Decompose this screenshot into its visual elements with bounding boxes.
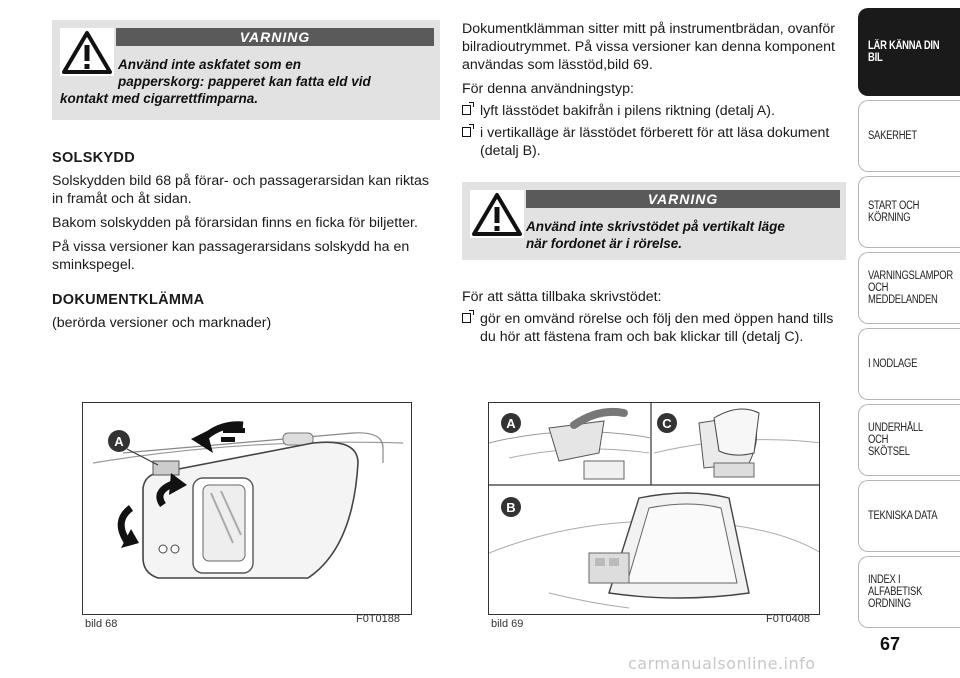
section-heading-solskydd: SOLSKYDD [52, 150, 135, 166]
tab-varningslampor[interactable]: VARNINGSLAMPOR OCH MEDDELANDEN [858, 252, 960, 324]
svg-text:C: C [662, 416, 672, 431]
section-heading-dokumentklamma: DOKUMENTKLÄMMA [52, 292, 205, 308]
right-column [462, 20, 846, 346]
warning-text: Använd inte skrivstödet på vertikalt läge när fordonet är i rörelse. [526, 219, 785, 251]
reset-label: För att sätta tillbaka skrivstödet: [462, 289, 662, 305]
warning-title: VARNING [116, 28, 434, 46]
figure-69-label: bild 69 [491, 618, 524, 630]
figure-68-code: F0T0188 [356, 613, 401, 625]
warning-text: Använd inte askfatet som en papperskorg: papperet kan fatta eld vid [118, 57, 371, 89]
warning-text-last-line: kontakt med cigarrettfimparna. [60, 91, 259, 106]
dokumentklamma-intro: Dokumentklämman sitter mitt på instrumentbrädan, ovanför bilradioutrymmet. På vissa versioner kan denna komponent användas som lässtöd,bild 69. [462, 21, 836, 73]
solskydd-paragraph-1: Solskydden bild 68 på förar- och passagerarsidan kan riktas in framåt och åt sidan. [52, 173, 429, 207]
dokumentklamma-paragraph: (berörda versioner och marknader) [52, 315, 272, 331]
svg-text:A: A [506, 416, 516, 431]
page-number: 67 [880, 634, 901, 654]
watermark-text: carmanualsonline.info [628, 654, 816, 673]
figure-68-sun-visor [82, 402, 412, 615]
tab-sakerhet[interactable]: SÄKERHET [858, 100, 960, 172]
reset-list [462, 310, 846, 346]
warning-title: VARNING [526, 190, 840, 208]
checkbox-bullet-icon [462, 105, 471, 115]
document-holder-illustration [489, 403, 820, 615]
list-item: i vertikalläge är lässtödet förberett för att läsa dokument (detalj B). [462, 124, 846, 160]
warning-box-ashtray [52, 20, 440, 120]
tab-underhall-och-skotsel[interactable]: UNDERHÅLL OCH SKÖTSEL [858, 404, 960, 476]
figure-69-document-holder [488, 402, 820, 615]
solskydd-paragraph-3: På vissa versioner kan passagerarsidans solskydd ha en sminkspegel. [52, 239, 410, 273]
tab-index[interactable]: INDEX I ALFABETISK ORDNING [858, 556, 960, 628]
usage-label: För denna användningstyp: [462, 81, 634, 97]
checkbox-bullet-icon [462, 127, 471, 137]
usage-list [462, 102, 846, 160]
checkbox-bullet-icon [462, 313, 471, 323]
tab-tekniska-data[interactable]: TEKNISKA DATA [858, 480, 960, 552]
list-item: lyft lässtödet bakifrån i pilens riktning (detalj A). [462, 102, 846, 120]
warning-box-writing-support [462, 182, 846, 260]
warning-triangle-icon [60, 28, 114, 76]
chapter-tabs [858, 0, 960, 640]
figure-69-code: F0T0408 [766, 613, 811, 625]
solskydd-paragraph-2: Bakom solskydden på förarsidan finns en ficka för biljetter. [52, 215, 418, 231]
sun-visor-illustration [83, 403, 412, 615]
warning-triangle-icon [470, 190, 524, 238]
list-item: gör en omvänd rörelse och följ den med öppen hand tills du hör att fästena fram och bak klickar till (detalj C). [462, 310, 846, 346]
tab-i-nodlage[interactable]: I NÖDLÄGE [858, 328, 960, 400]
tab-start-och-korning[interactable]: START OCH KÖRNING [858, 176, 960, 248]
tab-lar-kanna-din-bil[interactable]: LÄR KÄNNA DIN BIL [858, 8, 960, 96]
svg-text:B: B [506, 500, 516, 515]
left-column [52, 20, 440, 332]
svg-text:A: A [114, 434, 124, 449]
figure-68-label: bild 68 [85, 618, 118, 630]
